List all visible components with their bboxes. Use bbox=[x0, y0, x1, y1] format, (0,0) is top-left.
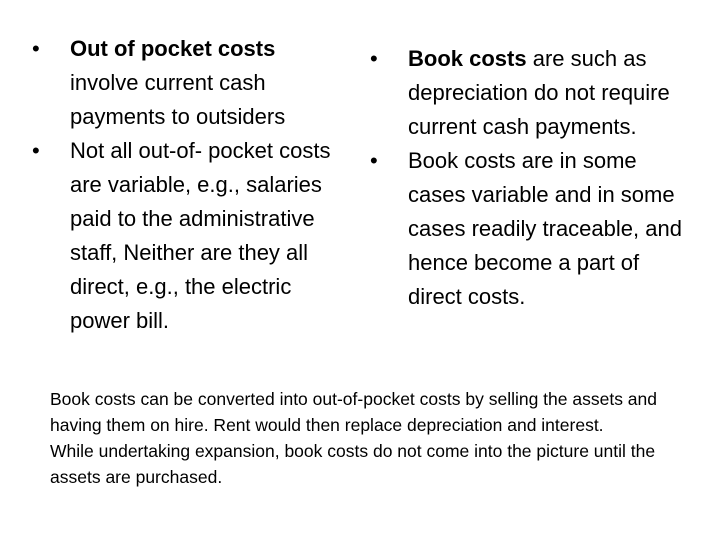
notes-block bbox=[50, 386, 690, 490]
left-bullet-list bbox=[32, 32, 340, 338]
bullet-not-all-out-of-pocket bbox=[32, 134, 340, 338]
bullet-dot: • bbox=[370, 46, 378, 71]
note-paragraph-expansion: While undertaking expansion, book costs do not come into the picture until the assets are purchased. bbox=[50, 441, 656, 487]
note-paragraph-conversion: Book costs can be converted into out-of-pocket costs by selling the assets and having them on hire. Rent would then replace depreciation and interest. bbox=[50, 389, 658, 435]
bullet-dot: • bbox=[370, 148, 378, 173]
bullet-book-costs bbox=[370, 42, 690, 144]
bullet-text: involve current cash payments to outsiders bbox=[70, 70, 286, 129]
bullet-text: Not all out-of- pocket costs are variable, e.g., salaries paid to the administrative staff, Neither are they all direct, e.g., the electric power bill. bbox=[70, 138, 331, 333]
bullet-dot: • bbox=[32, 138, 40, 163]
right-bullet-list bbox=[370, 42, 690, 314]
bullet-out-of-pocket-costs bbox=[32, 32, 340, 134]
bullet-book-costs-variable bbox=[370, 144, 690, 314]
bullet-text: Book costs are in some cases variable and in some cases readily traceable, and hence become a part of direct costs. bbox=[408, 148, 682, 309]
term-out-of-pocket-costs: Out of pocket costs bbox=[70, 36, 276, 61]
bullet-text: are such as depreciation do not require current cash payments. bbox=[408, 46, 670, 139]
term-book-costs: Book costs bbox=[408, 46, 527, 71]
bullet-dot: • bbox=[32, 36, 40, 61]
